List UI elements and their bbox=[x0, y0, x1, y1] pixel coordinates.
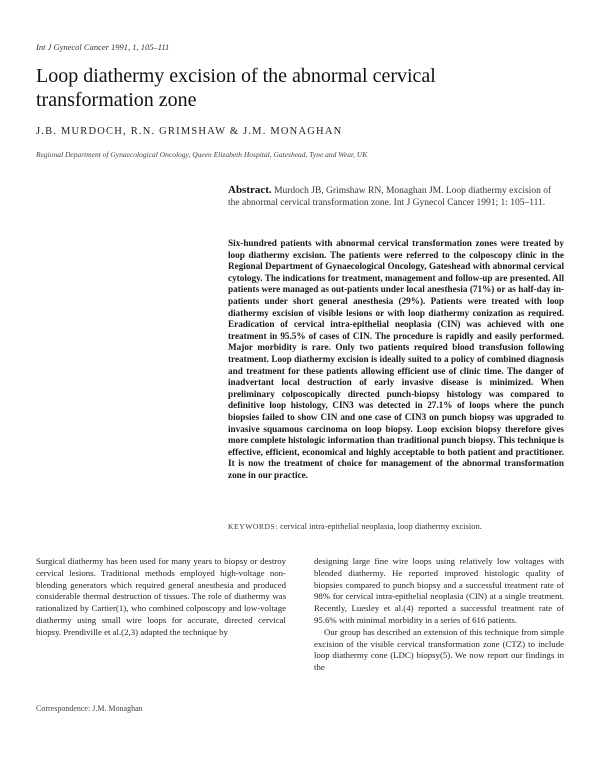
abstract-header bbox=[228, 184, 564, 209]
body-column-left bbox=[36, 556, 286, 639]
body-column-right bbox=[314, 556, 564, 674]
body-paragraph: designing large fine wire loops using relatively low voltages with blended diathermy. He reported improved histologic quality of biopsies compared to punch biopsy and a successful treatment rate of 98% for cervical intra-epithelial neoplasia (CIN) at a single treatment. Recently, Luesley et al.(4) reported a successful treatment rate of 95.6% with minimal morbidity in a series of 616 patients. bbox=[314, 556, 564, 625]
correspondence-note: Correspondence: J.M. Monaghan bbox=[36, 704, 143, 713]
body-paragraph: Surgical diathermy has been used for many years to biopsy or destroy cervical lesions. Traditional methods employed high-voltage non-blending generators which required general anesthesia and produced considerable thermal destruction of tissues. The role of diathermy was rationalized by Cartier(1), who combined colposcopy and low-voltage diathermy using small wire loops for accurate, directed cervical biopsy. Prendiville et al.(2,3) adapted the technique by bbox=[36, 556, 286, 637]
article-title: Loop diathermy excision of the abnormal cervical transformation zone bbox=[36, 65, 436, 111]
author-list: J.B. MURDOCH, R.N. GRIMSHAW & J.M. MONAGHAN bbox=[36, 126, 343, 137]
journal-citation: Int J Gynecol Cancer 1991, 1, 105–111 bbox=[36, 42, 170, 52]
keywords-text: cervical intra-epithelial neoplasia, loop diathermy excision. bbox=[280, 521, 482, 531]
keywords bbox=[228, 521, 564, 531]
abstract-body: Six-hundred patients with abnormal cervical transformation zones were treated by loop diathermy excision. The patients were referred to the colposcopy clinic in the Regional Department of Gynaecological Oncology, Gateshead with abnormal cervical cytology. The indications for treatment, management and follow-up are presented. All patients were managed as out-patients under local anesthesia (71%) or as half-day in-patients under short general anesthesia (29%). Patients were treated with loop diathermy excision of visible lesions or with loop diathermy conization as required. Eradication of cervical intra-epithelial neoplasia (CIN) was achieved with one treatment in 95.5% of cases of CIN. The procedure is rapidly and easily performed. Major morbidity is rare. Only two patients required blood transfusion following treatment. Loop diathermy excision is ideally suited to a policy of combined diagnosis and treatment for these patients allowing efficient use of clinic time. The danger of inadvertant local destruction of early invasive disease is minimized. When preliminary colposcopically directed punch-biopsy histology was compared to definitive loop histology, CIN3 was detected in 27.1% of loops where the punch biopsies failed to show CIN and one case of CIN3 on punch biopsy was upgraded to invasive squamous carcinoma on loop biopsy. Loop excision biopsy therefore gives more complete histologic information than traditional punch biopsy. This technique is effective, efficient, economical and highly acceptable to both patient and practitioner. It is now the treatment of choice for management of the abnormal transformation zone in our practice. bbox=[228, 238, 564, 480]
author-affiliation: Regional Department of Gynaecological Oncology, Queen Elizabeth Hospital, Gateshead, Tyne and Wear, UK bbox=[36, 150, 368, 159]
keywords-label: KEYWORDS: bbox=[228, 522, 278, 531]
abstract-citation: Murdoch JB, Grimshaw RN, Monaghan JM. Loop diathermy excision of the abnormal cervical transformation zone. Int J Gynecol Cancer 1991; 1: 105–111. bbox=[228, 186, 552, 208]
abstract-label: Abstract. bbox=[228, 184, 272, 196]
body-paragraph: Our group has described an extension of this technique from simple excision of the visible cervical transformation zone (CTZ) to include loop diathermy cone (LDC) biopsy(5). We now report our findings in the bbox=[314, 626, 564, 673]
